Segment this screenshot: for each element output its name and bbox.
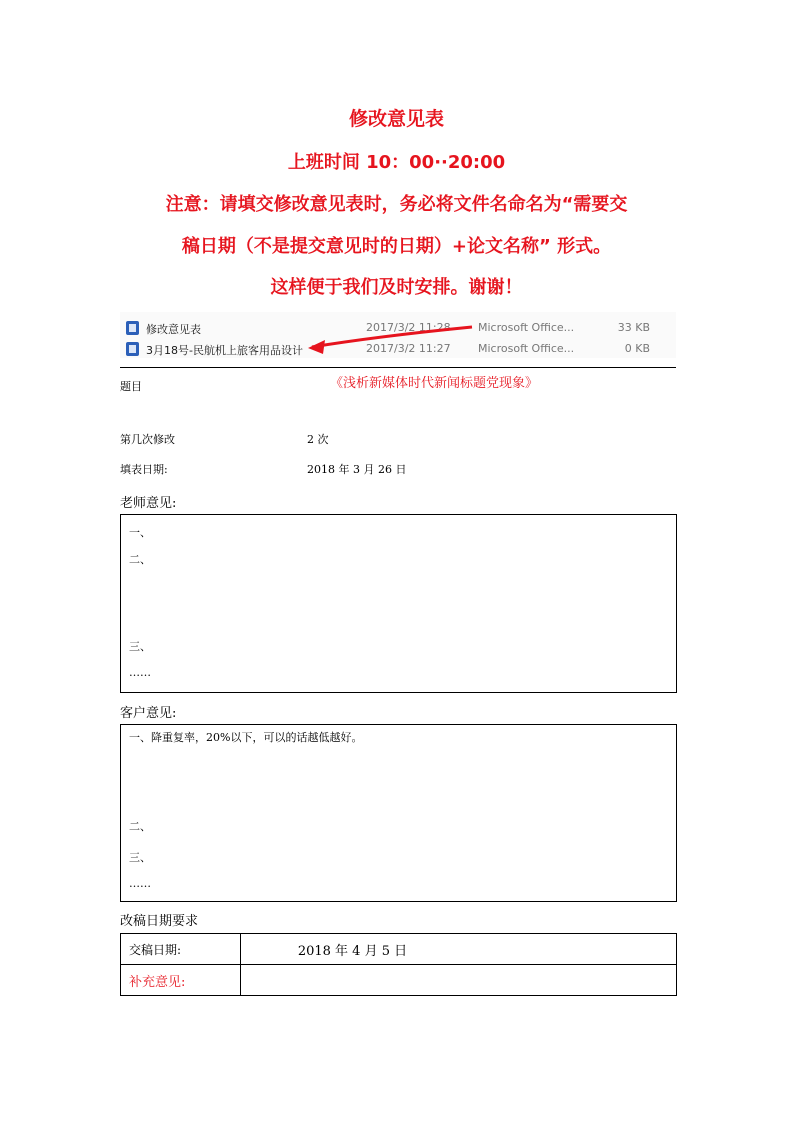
- teacher-item: 二、: [129, 553, 151, 566]
- office-hours: 上班时间 10：00··20:00: [287, 152, 506, 173]
- teacher-item: 三、: [129, 640, 151, 653]
- extra-comments-label: 补充意见:: [121, 965, 241, 996]
- table-row: [121, 965, 677, 996]
- file-size: 33 KB: [617, 321, 650, 334]
- customer-item: ……: [129, 877, 151, 890]
- teacher-heading: 老师意见:: [120, 496, 177, 511]
- notice-line-3: 这样便于我们及时安排。谢谢！: [270, 277, 523, 298]
- notice-line-2: 稿日期（不是提交意见时的日期）+论文名称” 形式。: [181, 236, 612, 257]
- file-date: 2017/3/2 11:27: [366, 342, 451, 355]
- extra-comments-value[interactable]: [240, 965, 676, 996]
- teacher-item: ……: [129, 666, 151, 679]
- revision-label: 第几次修改: [120, 433, 175, 446]
- revision-value: 2 次: [307, 433, 329, 446]
- submit-date-label: 交稿日期:: [121, 934, 241, 965]
- customer-item: 三、: [129, 851, 151, 864]
- customer-comments-box[interactable]: [120, 724, 677, 902]
- topic-value: 《浅析新媒体时代新闻标题党现象》: [330, 376, 539, 391]
- customer-heading: 客户意见:: [120, 706, 177, 721]
- file-name: 3月18号-民航机上旅客用品设计: [146, 344, 303, 357]
- divider: [120, 367, 676, 368]
- deadline-heading: 改稿日期要求: [120, 914, 199, 929]
- fill-date-value: 2018 年 3 月 26 日: [307, 463, 407, 476]
- file-name: 修改意见表: [146, 323, 201, 336]
- file-date: 2017/3/2 11:28: [366, 321, 451, 334]
- customer-item: 二、: [129, 820, 151, 833]
- red-arrow-icon: [120, 312, 676, 358]
- topic-label: 题目: [120, 380, 142, 393]
- notice-line-1: 注意：请填交修改意见表时，务必将文件名命名为“需要交: [165, 194, 628, 215]
- submit-date-value[interactable]: 2018 年 4 月 5 日: [240, 934, 676, 965]
- fill-date-label: 填表日期:: [120, 463, 168, 476]
- page-title: 修改意见表: [348, 108, 444, 130]
- customer-item: 一、降重复率，20%以下，可以的话越低越好。: [129, 731, 363, 744]
- file-type: Microsoft Office...: [478, 321, 575, 334]
- file-type: Microsoft Office...: [478, 342, 575, 355]
- teacher-item: 一、: [129, 526, 151, 539]
- file-list-example: [120, 312, 676, 358]
- table-row: [121, 934, 677, 965]
- file-size: 0 KB: [624, 342, 650, 355]
- deadline-table: [120, 933, 677, 996]
- teacher-comments-box[interactable]: [120, 514, 677, 693]
